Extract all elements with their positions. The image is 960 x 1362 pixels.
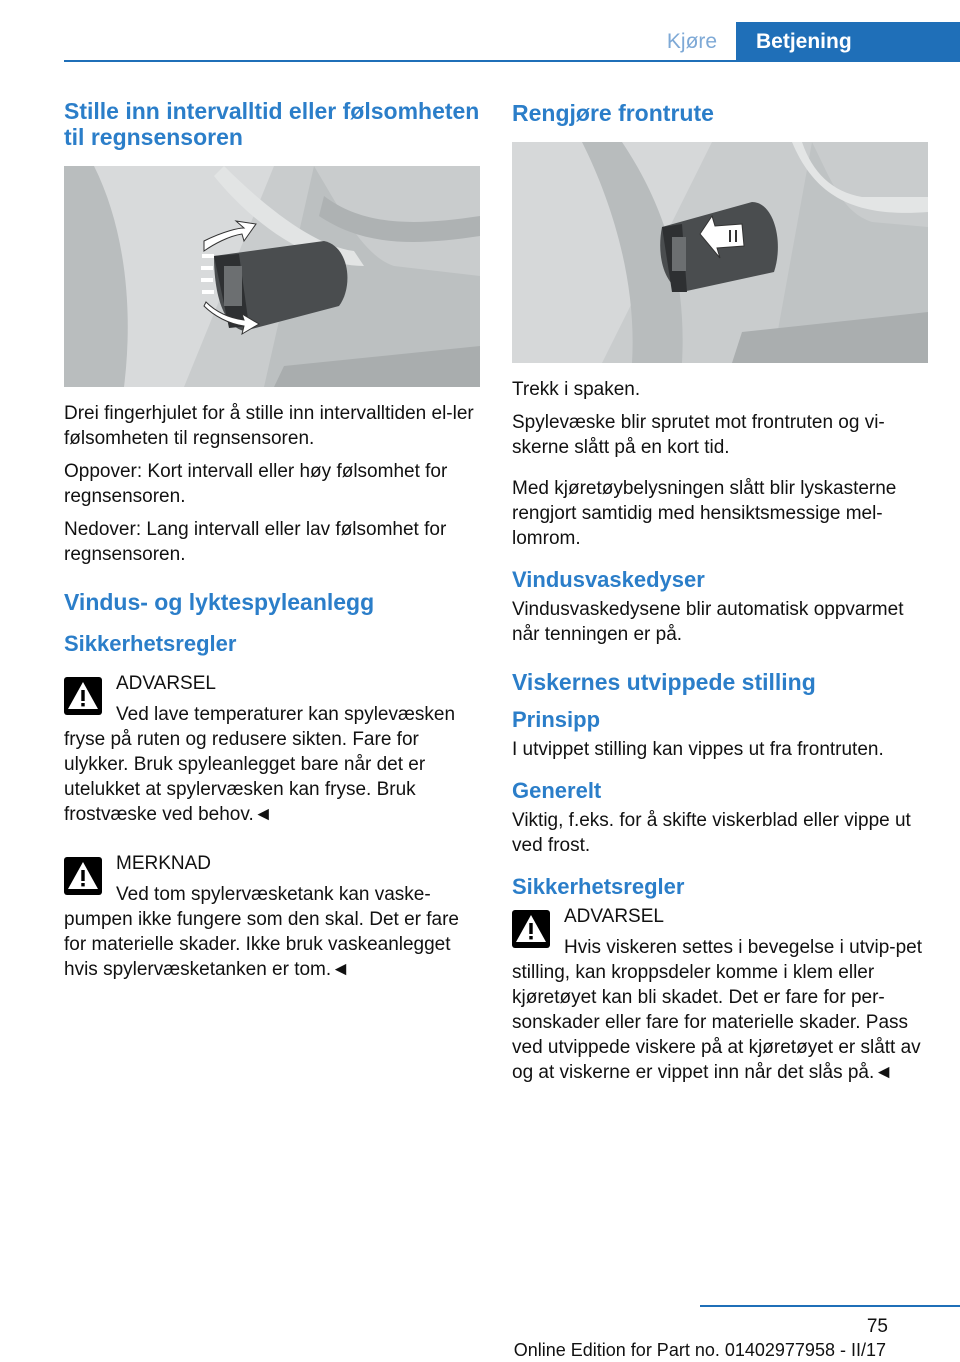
warning-title: ADVARSEL (116, 673, 216, 694)
warning-triangle-icon (64, 857, 102, 895)
heading-washer-system: Vindus- og lyktespyleanlegg (64, 589, 375, 615)
notice-text: Ved tom spylervæsketank kan vaske-pumpen ikke fungere som den skal. Det er fare for materielle skader. Ikke bruk vaskeanlegget hvis spylervæsketanken er tom.◄ (64, 884, 459, 980)
figure-pull-lever (512, 142, 928, 363)
subheading-safety: Sikkerhetsregler (64, 631, 237, 656)
subheading-safety: Sikkerhetsregler (512, 874, 685, 899)
left-column (64, 98, 482, 982)
paragraph: I utvippet stilling kan vippes ut fra frontruten. (512, 739, 884, 760)
warning-text: Ved lave temperaturer kan spylevæsken fryse på ruten og redusere sikten. Fare for ulykker. Bruk spyleanlegget bare når det er utelukket at spylervæsken kan fryse. Bruk frostvæske ved behov.◄ (64, 704, 456, 825)
header-rule (64, 60, 960, 62)
edition-footer: Online Edition for Part no. 01402977958 - II/17 (513, 1340, 886, 1360)
subheading-general: Generelt (512, 778, 602, 803)
heading-wiper-fold-out: Viskernes utvippede stilling (512, 669, 816, 695)
paragraph: Spylevæske blir sprutet mot frontruten og vi-skerne slått på en kort tid. (512, 412, 885, 458)
notice-block (64, 851, 482, 982)
paragraph: Viktig, f.eks. for å skifte viskerblad eller vippe ut ved frost. (512, 810, 911, 856)
paragraph: Vindusvaskedysene blir automatisk oppvarmet når tenningen er på. (512, 599, 904, 645)
warning-triangle-icon (64, 677, 102, 715)
tab-kjore[interactable]: Kjøre (666, 30, 718, 53)
heading-rain-sensor: Stille inn intervalltid eller følsomheten til regnsensoren (64, 98, 480, 150)
paragraph: Nedover: Lang intervall eller lav følsomhet for regnsensoren. (64, 519, 447, 565)
subheading-washer-nozzles: Vindusvaskedyser (512, 567, 705, 592)
figure-finger-wheel (64, 166, 480, 387)
paragraph: Drei fingerhjulet for å stille inn intervalltiden el-ler følsomheten til regnsensoren. (64, 403, 474, 449)
subheading-principle: Prinsipp (512, 707, 601, 732)
paragraph: Oppover: Kort intervall eller høy følsomhet for regnsensoren. (64, 461, 448, 507)
warning-block (512, 904, 930, 1085)
tab-betjening[interactable]: Betjening (736, 22, 960, 62)
warning-title: ADVARSEL (564, 906, 664, 927)
footer-rule (700, 1305, 960, 1307)
warning-block (64, 671, 482, 827)
page-number: 75 (866, 1316, 888, 1337)
heading-clean-windshield: Rengjøre frontrute (512, 100, 714, 126)
paragraph: Trekk i spaken. (512, 379, 641, 400)
warning-text: Hvis viskeren settes i bevegelse i utvip-pet stilling, kan kroppsdeler komme i klem eller kjøretøyet kan bli skadet. Det er fare for per-sonskader eller fare for materielle skader. Pass ved utvippede viskere på at kjøretøyet er slått av og at viskerne er vippet inn når det slås på.◄ (512, 937, 922, 1083)
warning-triangle-icon (512, 910, 550, 948)
paragraph: Med kjøretøybelysningen slått blir lyskasterne rengjort samtidig med hensiktsmessige mel-lomrom. (512, 478, 897, 549)
notice-title: MERKNAD (116, 853, 212, 874)
right-column (512, 100, 930, 1085)
